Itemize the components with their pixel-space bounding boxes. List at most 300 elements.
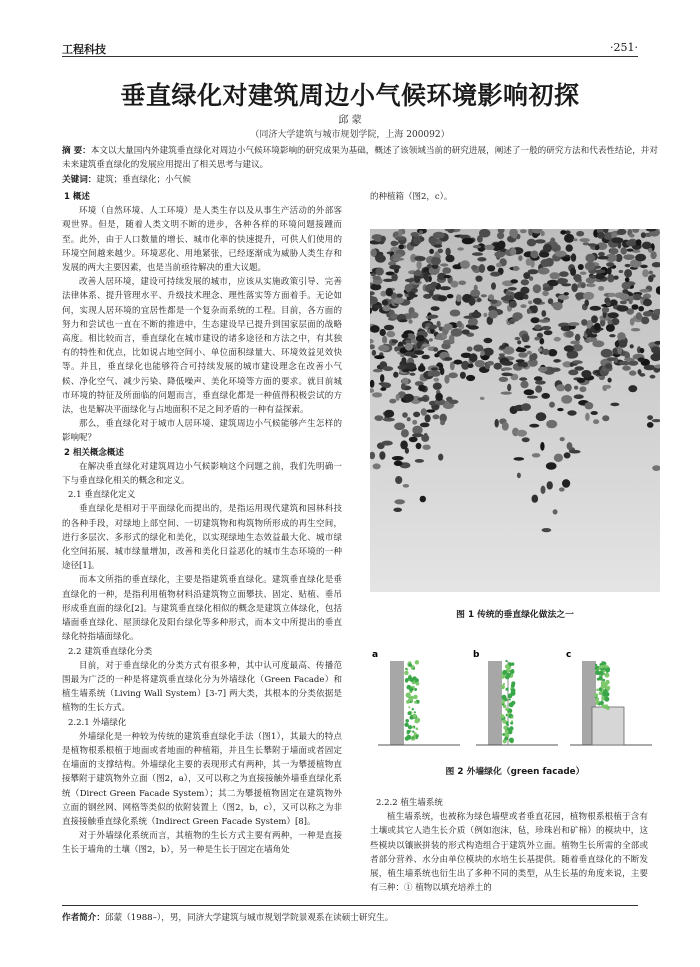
paragraph: 对于外墙绿化系统而言，其植物的生长方式主要有两种，一种是直接生长于墙角的土壤（图2，b），另一种是生长于固定在墙角处	[62, 831, 342, 856]
ivy-leaf	[607, 267, 612, 274]
ivy-leaf	[394, 346, 398, 351]
panel-label-b: b	[473, 650, 480, 660]
paragraph: 而本文所指的垂直绿化，主要是指建筑垂直绿化。建筑垂直绿化是垂直绿化的一种，是指利用植物材料沿建筑物立面攀扶、固定、贴植、垂吊形成垂直面的绿化[2]。与建筑垂直绿化相似的概念是建筑立体绿化，包括墙面垂直绿化、屋顶绿化及阳台绿化等多种形式，而本文中所提出的垂直绿化特指墙面绿化。	[62, 575, 342, 643]
ivy-leaf	[567, 410, 576, 415]
author-affiliation: （同济大学建筑与城市规划学院，上海 200092）	[250, 130, 450, 140]
ivy-leaf	[574, 394, 584, 399]
ivy-leaf	[571, 253, 576, 261]
plant-leaf	[413, 695, 417, 699]
ivy-leaf	[567, 442, 573, 450]
left-column	[62, 190, 342, 858]
subsection-heading-2-1: 2.1 垂直绿化定义	[68, 490, 136, 501]
ivy-leaf	[572, 344, 582, 351]
ivy-leaf	[611, 237, 623, 243]
ivy-leaf	[571, 283, 577, 292]
plant-leaf	[414, 711, 416, 713]
ivy-leaf	[423, 433, 428, 441]
ivy-leaf	[608, 378, 612, 383]
ivy-leaf	[442, 267, 451, 274]
ivy-leaf	[630, 344, 634, 348]
figure-2-caption: 图 2 外墙绿化（green facade）	[445, 767, 585, 777]
ivy-leaf	[440, 368, 444, 376]
ivy-leaf	[499, 345, 505, 349]
ivy-leaf	[636, 312, 642, 320]
ivy-leaf	[535, 380, 546, 384]
ivy-leaf	[423, 271, 428, 280]
ivy-leaf	[396, 294, 403, 298]
ivy-leaf	[532, 495, 539, 503]
ivy-leaf	[636, 239, 642, 246]
right-column-top	[370, 190, 648, 204]
ivy-leaf	[389, 265, 401, 270]
plant-leaf	[594, 693, 598, 697]
plant-leaf	[605, 668, 610, 673]
ivy-leaf	[516, 430, 527, 437]
ivy-leaf	[626, 240, 636, 247]
ivy-leaf	[585, 402, 594, 409]
ivy-leaf	[401, 429, 409, 437]
ivy-leaf	[422, 344, 431, 347]
ivy-leaf	[527, 239, 536, 247]
plant-leaf	[416, 728, 419, 731]
plant-leaf	[413, 668, 415, 670]
plant-leaf	[408, 706, 410, 708]
ivy-leaf	[640, 348, 645, 353]
ivy-leaf	[398, 365, 407, 370]
ivy-leaf	[370, 380, 374, 388]
ivy-leaf	[630, 318, 635, 326]
plant-leaf	[505, 660, 507, 662]
ivy-leaf	[414, 275, 421, 283]
ivy-leaf	[591, 411, 598, 415]
ivy-leaf	[531, 317, 540, 323]
ivy-leaf	[535, 385, 542, 392]
ivy-leaf	[534, 325, 541, 330]
ivy-leaf	[475, 276, 482, 282]
ivy-leaf	[619, 361, 630, 365]
ivy-leaf	[533, 284, 541, 293]
plant-leaf	[502, 670, 507, 675]
ivy-leaf	[472, 252, 483, 256]
ivy-leaf	[581, 283, 586, 288]
ivy-leaf	[400, 440, 408, 449]
plant-leaf	[505, 698, 508, 701]
ivy-leaf	[419, 230, 423, 233]
ivy-leaf	[647, 415, 653, 420]
ivy-leaf	[507, 373, 513, 376]
ivy-leaf	[606, 262, 614, 267]
keywords-text: 建筑；垂直绿化；小气候	[96, 175, 191, 185]
ivy-leaf	[568, 322, 579, 326]
ivy-leaf	[578, 264, 584, 270]
ivy-leaf	[602, 415, 609, 421]
ivy-leaf	[495, 419, 499, 428]
ivy-leaf	[514, 457, 525, 461]
subsection-heading-2-2: 2.2 建筑垂直绿化分类	[68, 646, 153, 657]
ivy-leaf	[411, 288, 418, 292]
ivy-leaf	[401, 333, 408, 338]
ivy-leaf	[372, 276, 381, 281]
ivy-leaf	[468, 325, 479, 329]
ivy-leaf	[418, 385, 425, 392]
paragraph: 目前，对于垂直绿化的分类方式有很多种，其中认可度最高、传播范围最为广泛的一种是将建筑垂直绿化分为外墙绿化（Green Facade）和植生墙系统（Living Wall System）[3-7] 两大类，其根本的分类依据是植物的生长方式。	[62, 660, 342, 714]
ivy-leaf	[416, 261, 421, 270]
ivy-leaf	[585, 254, 595, 263]
ivy-leaf	[431, 367, 438, 370]
plant-leaf	[509, 738, 514, 743]
ivy-leaf	[434, 251, 439, 257]
ivy-leaf	[379, 451, 385, 460]
ivy-leaf	[643, 299, 652, 306]
panel-label-c: c	[566, 650, 572, 660]
ivy-leaf	[370, 325, 380, 333]
ivy-leaf	[501, 392, 512, 395]
ivy-leaf	[595, 270, 606, 274]
ivy-leaf	[518, 255, 522, 261]
ivy-leaf	[423, 445, 431, 450]
ivy-leaf	[520, 287, 529, 294]
ivy-leaf	[543, 244, 552, 253]
ivy-leaf	[475, 360, 485, 367]
plant-leaf	[502, 733, 505, 736]
ivy-leaf	[407, 417, 411, 421]
ivy-leaf	[507, 384, 511, 392]
ivy-leaf	[625, 277, 630, 282]
ivy-leaf	[408, 319, 412, 324]
ivy-leaf	[494, 363, 502, 370]
ivy-leaf	[462, 238, 474, 245]
ivy-leaf	[527, 351, 532, 355]
ivy-leaf	[491, 282, 496, 289]
ivy-leaf	[437, 321, 441, 328]
ivy-leaf	[431, 257, 441, 266]
ivy-leaf	[543, 287, 552, 291]
ivy-leaf	[598, 286, 604, 291]
plant-leaf	[414, 701, 417, 704]
ivy-leaf	[456, 294, 462, 302]
ivy-leaf	[534, 337, 540, 341]
section-heading-2: 2 相关概念概述	[64, 447, 124, 458]
ivy-leaf	[538, 348, 542, 352]
ivy-leaf	[444, 324, 453, 331]
ivy-leaf	[641, 232, 646, 238]
plant-leaf	[415, 660, 419, 664]
ivy-leaf	[553, 359, 560, 363]
ivy-leaf	[395, 476, 402, 484]
ivy-leaf	[396, 394, 400, 401]
ivy-leaf	[431, 306, 440, 311]
figure-1-ivy-wall-photo	[370, 229, 660, 592]
ivy-leaf	[374, 415, 383, 421]
ivy-leaf	[573, 238, 577, 241]
ivy-leaf	[395, 237, 405, 241]
ivy-leaf	[524, 345, 531, 348]
ivy-leaf	[579, 238, 589, 242]
ivy-leaf	[535, 239, 546, 243]
ivy-leaf	[433, 383, 442, 390]
ivy-leaf	[579, 386, 586, 392]
ivy-leaf	[594, 323, 601, 331]
ivy-leaf	[580, 272, 587, 275]
ivy-leaf	[487, 361, 494, 366]
ivy-leaf	[375, 255, 386, 263]
ivy-leaf	[393, 508, 402, 512]
ivy-leaf	[381, 236, 386, 242]
ivy-leaf	[490, 272, 501, 277]
abstract	[62, 144, 658, 172]
ivy-leaf	[604, 385, 611, 389]
plant-leaf	[412, 731, 414, 733]
plant-leaf	[506, 737, 508, 739]
keywords-label: 关键词：	[62, 175, 97, 185]
plant-leaf	[404, 723, 408, 727]
ivy-leaf	[617, 332, 625, 341]
ivy-leaf	[422, 355, 430, 360]
ivy-leaf	[444, 357, 452, 361]
plant-leaf	[502, 719, 506, 723]
plant-leaf	[598, 703, 601, 706]
ivy-leaf	[523, 294, 528, 299]
header-rule	[62, 56, 638, 57]
ivy-leaf	[477, 297, 481, 302]
ivy-leaf	[519, 377, 527, 381]
ivy-leaf	[564, 345, 574, 352]
ivy-leaf	[438, 295, 447, 301]
ivy-leaf	[394, 423, 405, 431]
subsection-heading-2-2-2: 2.2.2 植生墙系统	[376, 798, 443, 808]
ivy-leaf	[547, 481, 553, 489]
ivy-leaf	[428, 371, 433, 377]
plant-leaf	[601, 665, 604, 668]
plant-leaf	[412, 726, 414, 728]
ivy-leaf	[574, 386, 578, 390]
ivy-leaf	[607, 274, 614, 282]
plant-leaf	[509, 698, 511, 700]
ivy-leaf	[483, 313, 487, 317]
ivy-leaf	[541, 486, 546, 494]
ivy-leaf	[484, 338, 493, 343]
footnote-text: 邱蒙（1988–），男，同济大学建筑与城市规划学院景观系在读硕士研究生。	[104, 913, 394, 923]
ivy-leaf	[471, 265, 477, 270]
ivy-leaf	[435, 393, 443, 401]
ivy-leaf	[542, 291, 549, 296]
ivy-leaf	[597, 256, 608, 260]
ivy-leaf	[598, 252, 605, 256]
ivy-leaf	[488, 294, 494, 300]
ivy-leaf	[558, 295, 569, 300]
paragraph: 垂直绿化是相对于平面绿化而提出的，是指运用现代建筑和园林科技的各种手段，对绿地上部空间、一切建筑物和构筑物所形成的再生空间，进行多层次、多形式的绿化和美化，以实现绿地生态效益最大化、城市绿化空间拓展、城市绿量增加，改善和美化日益恶化的城市生态环境的一种途径[1]。	[62, 504, 342, 572]
ivy-leaf	[383, 366, 393, 371]
plant-leaf	[405, 719, 409, 723]
ivy-leaf	[382, 336, 387, 344]
ivy-leaf	[468, 364, 474, 369]
ivy-leaf	[494, 251, 505, 257]
ivy-leaf	[477, 257, 486, 261]
ivy-leaf	[481, 294, 487, 297]
ivy-leaf	[562, 479, 570, 488]
ivy-leaf	[601, 349, 613, 358]
ivy-leaf	[410, 312, 418, 318]
plant-leaf	[503, 726, 507, 730]
ivy-leaf	[508, 287, 517, 291]
plant-leaf	[407, 730, 411, 734]
ivy-leaf	[473, 345, 483, 352]
ivy-leaf	[633, 294, 641, 300]
ivy-leaf	[403, 394, 414, 402]
ivy-leaf	[607, 320, 612, 325]
ivy-leaf	[617, 229, 626, 235]
plant-leaf	[416, 735, 419, 738]
plant-leaf	[601, 681, 605, 685]
ivy-leaf	[518, 352, 528, 358]
ivy-leaf	[499, 377, 508, 382]
ivy-leaf	[434, 378, 440, 382]
ivy-leaf	[402, 412, 408, 418]
journal-section-label: 工程科技	[62, 43, 106, 56]
ivy-leaf	[445, 248, 450, 256]
plant-leaf	[404, 671, 408, 675]
ivy-leaf	[386, 288, 393, 297]
abstract-label: 摘 要：	[62, 146, 91, 156]
ivy-leaf	[393, 372, 398, 378]
ivy-leaf	[462, 329, 470, 334]
ivy-leaf	[491, 300, 498, 304]
plant-leaf	[511, 684, 515, 688]
ivy-leaf	[425, 414, 431, 422]
ivy-leaf	[470, 289, 480, 296]
ivy-leaf	[585, 413, 590, 421]
ivy-leaf	[373, 305, 382, 309]
ivy-leaf	[650, 251, 656, 259]
ivy-leaf	[529, 354, 533, 361]
ivy-leaf	[512, 312, 522, 320]
ivy-leaf	[629, 370, 636, 375]
ivy-leaf	[471, 312, 481, 319]
plant-leaf	[413, 714, 417, 718]
ivy-leaf	[569, 450, 581, 454]
plant-leaf	[415, 718, 420, 723]
ivy-leaf	[394, 499, 405, 504]
ivy-leaf	[381, 441, 392, 446]
ivy-leaf	[522, 334, 530, 342]
ivy-leaf	[635, 254, 646, 262]
ivy-leaf	[540, 231, 544, 236]
ivy-leaf	[553, 302, 563, 310]
ivy-leaf	[526, 258, 532, 266]
ivy-leaf	[520, 304, 526, 308]
ivy-leaf	[608, 312, 619, 318]
ivy-leaf	[513, 266, 519, 271]
ivy-leaf	[392, 254, 402, 258]
ivy-leaf	[413, 236, 422, 244]
planter-box	[592, 707, 624, 745]
ivy-leaf	[527, 396, 538, 399]
ivy-leaf	[400, 348, 406, 354]
paragraph: 外墙绿化是一种较为传统的建筑垂直绿化手法（图1），其最大的特点是植物根系根植于地面或者地面的种植箱，并且生长攀附于墙面或者固定在墙面的支撑结构。外墙绿化主要的表现形式有两种，其一为攀援植物直接攀附于建筑物外立面（图2，a），又可以称之为直接接触外墙垂直绿化系统（Direct Green Facade System）；其二为攀援植物固定在建筑物外立面的钢丝网、网格等类似的依附装置上（图2，b，c），又可以称之为非直接接触垂直绿化系统（Indirect Green Facade System）[8]。	[62, 731, 342, 827]
ivy-leaf	[542, 528, 552, 532]
ivy-leaf	[480, 397, 485, 400]
ivy-leaf	[541, 326, 551, 330]
ivy-leaf	[624, 358, 635, 361]
ivy-leaf	[383, 418, 395, 422]
ivy-leaf	[642, 269, 649, 277]
paragraph: 在解决垂直绿化对建筑周边小气候影响这个问题之前，我们先明确一下与垂直绿化相关的概念和定义。	[62, 461, 342, 487]
plant-leaf	[603, 690, 607, 694]
ivy-leaf	[501, 361, 513, 366]
plant-leaf	[603, 696, 605, 698]
ivy-leaf	[469, 353, 477, 362]
ivy-leaf	[438, 454, 443, 461]
ivy-leaf	[509, 301, 517, 308]
ivy-leaf	[597, 232, 605, 239]
plant-leaf	[501, 685, 505, 689]
ivy-leaf	[576, 231, 584, 237]
paragraph: 改善人居环境，建设可持续发展的城市，应该从实施政策引导、完善法律体系、提升管理水平、升级技术理念、理性落实等方面着手。无论如何，实现人居环境的宜居性都是一个复杂而系统的工程。目前，各方面的努力和尝试也一直在不断的推进中，生态建设早已提升到国家层面的战略高度。相比较而言，垂直绿化在城市建设的诸多途径和方法之中，有其独有的特性和优点，比如说占地空间小、单位面积绿量大、环境效益见效快等。并且，垂直绿化也能够符合可持续发展的城市建设理念在改善小气候、净化空气、减少污染、降低噪声、美化环境等方面的要求。就目前城市环境的特征及所面临的问题而言，垂直绿化都是一种值得积极尝试的方法，也是解决平面绿化与占地面积不足之间矛盾的一种有益探索。	[62, 277, 342, 416]
ivy-leaf	[488, 310, 498, 319]
ivy-leaf	[444, 275, 451, 278]
plant-leaf	[408, 711, 412, 715]
ivy-leaf	[638, 357, 646, 362]
footnote-label: 作者简介：	[62, 913, 105, 923]
ivy-leaf	[619, 293, 630, 300]
ivy-leaf	[550, 238, 555, 244]
ivy-leaf	[529, 276, 533, 281]
ivy-leaf	[530, 251, 538, 259]
plant-leaf	[511, 716, 513, 718]
ivy-leaf	[627, 249, 634, 252]
ivy-leaf	[605, 363, 612, 369]
ivy-leaf	[619, 270, 624, 273]
ivy-leaf	[606, 324, 615, 332]
ivy-leaf	[639, 373, 645, 377]
ivy-leaf	[625, 264, 631, 267]
ivy-leaf	[496, 263, 502, 268]
ivy-leaf	[538, 267, 550, 274]
figure-2-green-facade-diagram	[370, 647, 660, 750]
ivy-leaf	[623, 254, 634, 260]
ivy-leaf	[570, 362, 574, 367]
ivy-leaf	[418, 397, 429, 401]
ivy-leaf	[428, 315, 438, 319]
paragraph-continuation: 的种植箱（图2，c）。	[370, 192, 453, 202]
plant-leaf	[410, 696, 414, 700]
ivy-leaf	[384, 325, 394, 331]
ivy-leaf	[638, 306, 644, 311]
ivy-leaf	[431, 282, 438, 287]
plant-leaf	[603, 679, 606, 682]
ivy-leaf	[577, 378, 585, 383]
ivy-leaf	[468, 298, 475, 305]
plant-leaf	[511, 701, 515, 705]
ivy-leaf	[421, 408, 427, 415]
ivy-leaf	[372, 350, 376, 356]
ivy-leaf	[591, 315, 598, 323]
ivy-leaf	[560, 230, 566, 235]
figure-1-caption: 图 1 传统的垂直绿化做法之一	[456, 610, 574, 620]
ivy-leaf	[548, 349, 557, 356]
ivy-leaf	[409, 437, 418, 443]
ivy-leaf	[484, 245, 494, 250]
ivy-leaf	[555, 251, 567, 257]
ivy-leaf	[393, 258, 405, 261]
ivy-leaf	[429, 338, 433, 341]
ivy-leaf	[557, 408, 563, 411]
ivy-leaf	[374, 355, 384, 359]
plant-leaf	[598, 676, 602, 680]
ivy-leaf	[410, 373, 416, 376]
ivy-leaf	[575, 334, 581, 342]
ivy-leaf	[559, 271, 569, 277]
